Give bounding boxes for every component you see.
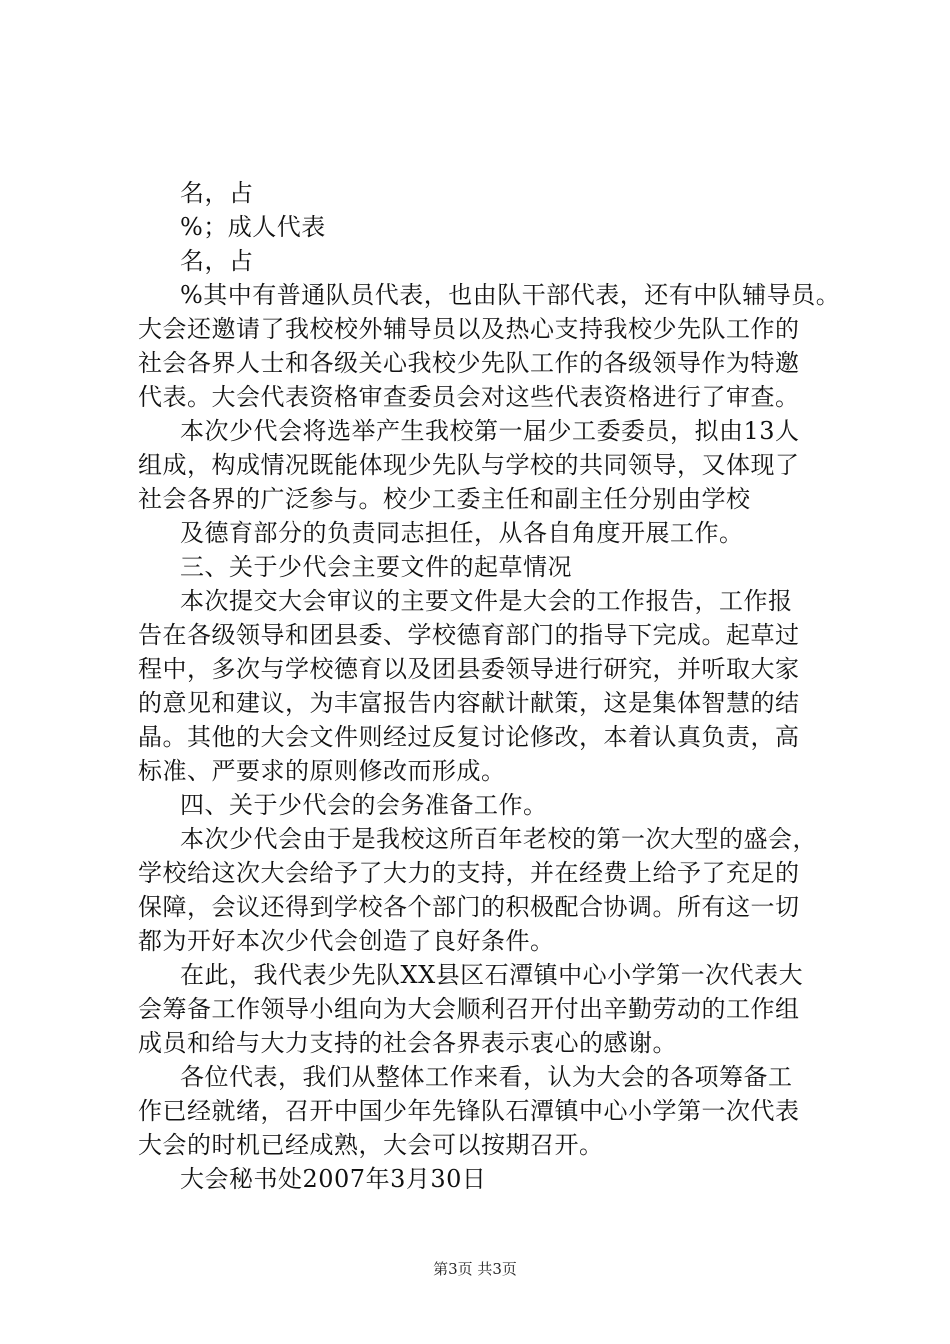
text-line: 标准、严要求的原则修改而形成。 bbox=[138, 757, 506, 785]
text-line: 及德育部分的负责同志担任，从各自角度开展工作。 bbox=[180, 519, 744, 547]
text-line: 会筹备工作领导小组向为大会顺利召开付出辛勤劳动的工作组 bbox=[138, 995, 800, 1023]
text-line: 作已经就绪，召开中国少年先锋队石潭镇中心小学第一次代表 bbox=[138, 1097, 800, 1125]
text-line: 名，占 bbox=[180, 247, 254, 275]
text-line: 本次少代会将选举产生我校第一届少工委委员，拟由13人 bbox=[180, 417, 800, 445]
text-line: 大会的时机已经成熟，大会可以按期召开。 bbox=[138, 1131, 604, 1159]
text-line: 成员和给与大力支持的社会各界表示衷心的感谢。 bbox=[138, 1029, 677, 1057]
section-heading: 四、关于少代会的会务准备工作。 bbox=[180, 791, 548, 819]
text-line: %其中有普通队员代表，也由队干部代表，还有中队辅导员。 bbox=[180, 281, 841, 309]
text-line: 的意见和建议，为丰富报告内容献计献策，这是集体智慧的结 bbox=[138, 689, 800, 717]
text-line: 在此，我代表少先队XX县区石潭镇中心小学第一次代表大 bbox=[180, 961, 804, 989]
text-line: 社会各界人士和各级关心我校少先队工作的各级领导作为特邀 bbox=[138, 349, 800, 377]
signature-date-line: 大会秘书处2007年3月30日 bbox=[180, 1165, 487, 1193]
text-line: 本次少代会由于是我校这所百年老校的第一次大型的盛会， bbox=[180, 825, 817, 853]
text-line: 保障，会议还得到学校各个部门的积极配合协调。所有这一切 bbox=[138, 893, 800, 921]
text-line: %；成人代表 bbox=[180, 213, 326, 241]
text-line: 告在各级领导和团县委、学校德育部门的指导下完成。起草过 bbox=[138, 621, 800, 649]
text-line: 都为开好本次少代会创造了良好条件。 bbox=[138, 927, 555, 955]
text-line: 大会还邀请了我校校外辅导员以及热心支持我校少先队工作的 bbox=[138, 315, 800, 343]
text-line: 名，占 bbox=[180, 179, 254, 207]
text-line: 本次提交大会审议的主要文件是大会的工作报告，工作报 bbox=[180, 587, 793, 615]
text-line: 代表。大会代表资格审查委员会对这些代表资格进行了审查。 bbox=[138, 383, 800, 411]
text-line: 程中，多次与学校德育以及团县委领导进行研究，并听取大家 bbox=[138, 655, 800, 683]
page-number-footer: 第3页 共3页 bbox=[433, 1260, 517, 1278]
text-line: 各位代表，我们从整体工作来看，认为大会的各项筹备工 bbox=[180, 1063, 793, 1091]
section-heading: 三、关于少代会主要文件的起草情况 bbox=[180, 553, 572, 581]
text-line: 学校给这次大会给予了大力的支持，并在经费上给予了充足的 bbox=[138, 859, 800, 887]
text-line: 组成，构成情况既能体现少先队与学校的共同领导，又体现了 bbox=[138, 451, 800, 479]
text-line: 晶。其他的大会文件则经过反复讨论修改，本着认真负责，高 bbox=[138, 723, 800, 751]
text-line: 社会各界的广泛参与。校少工委主任和副主任分别由学校 bbox=[138, 485, 751, 513]
